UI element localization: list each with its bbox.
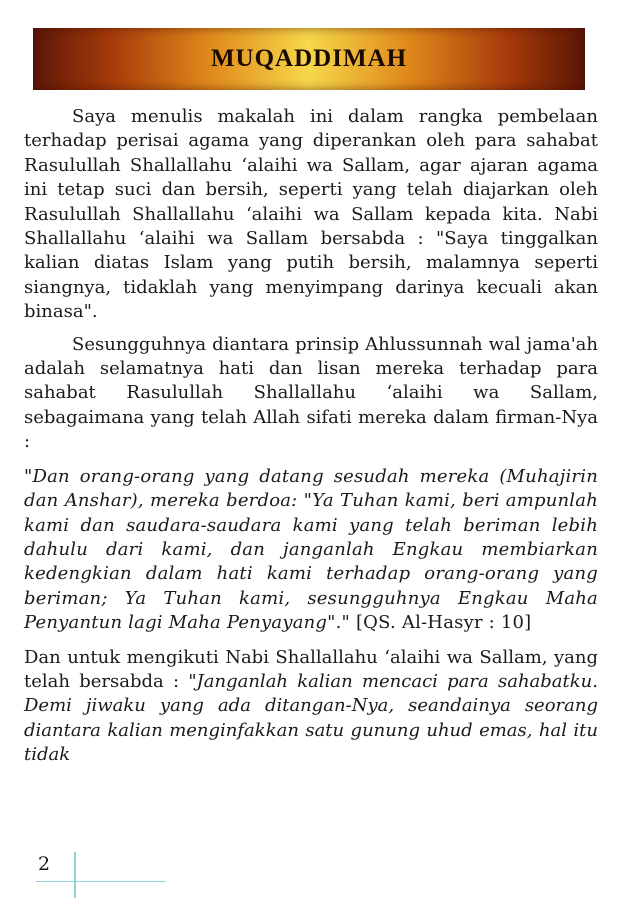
title-banner [33,28,585,90]
page-number: 2 [38,853,51,875]
page-title: MUQADDIMAH [210,45,408,72]
hadith-quote: "Janganlah kalian mencaci para sahabatku. Demi jiwaku yang ada ditangan-Nya, seandainya seorang diantara kalian menginfakkan satu gunung uhud emas, hal itu tidak [24,670,598,766]
paragraph-3 [24,646,598,768]
paragraph-2: Sesungguhnya diantara prinsip Ahlussunnah wal jama'ah adalah selamatnya hati dan lisan mereka terhadap para sahabat Rasulullah Shallallahu ‘alaihi wa Sallam, sebagaimana yang telah Allah sifati mereka dalam firman-Nya : [24,333,598,453]
paragraph-1: Saya menulis makalah ini dalam rangka pembelaan terhadap perisai agama yang diperankan oleh para sahabat Rasulullah Shallallahu ‘alaihi wa Sallam, agar ajaran agama ini tetap suci dan bersih, seperti yang telah diajarkan oleh Rasulullah Shallallahu ‘alaihi wa Sallam kepada kita. Nabi Shallallahu ‘alaihi wa Sallam bersabda : "Saya tinggalkan kalian diatas Islam yang putih bersih, malamnya seperti siangnya, tidaklah yang menyimpang darinya kecuali akan binasa". [24,106,598,323]
quote-reference: [QS. Al-Hasyr : 10] [350,612,532,634]
footer-horizontal-rule [36,881,166,882]
page-content [24,105,598,768]
paragraph-3-text: Dan untuk mengikuti Nabi Shallallahu ‘alaihi wa Sallam, yang telah bersabda : [24,646,598,692]
quran-quote [24,465,598,636]
footer-vertical-rule [74,852,76,898]
quote-text: "Dan orang-orang yang datang sesudah mereka (Muhajirin dan Anshar), mereka berdoa: "Ya Tuhan kami, beri ampunlah kami dan saudara-saudara kami yang telah beriman lebih dahulu dari kami, dan janganlah Engkau membiarkan kedengkian dalam hati kami terhadap orang-orang yang beriman; Ya Tuhan kami, sesungguhnya Engkau Maha Penyantun lagi Maha Penyayang"." [24,465,598,634]
